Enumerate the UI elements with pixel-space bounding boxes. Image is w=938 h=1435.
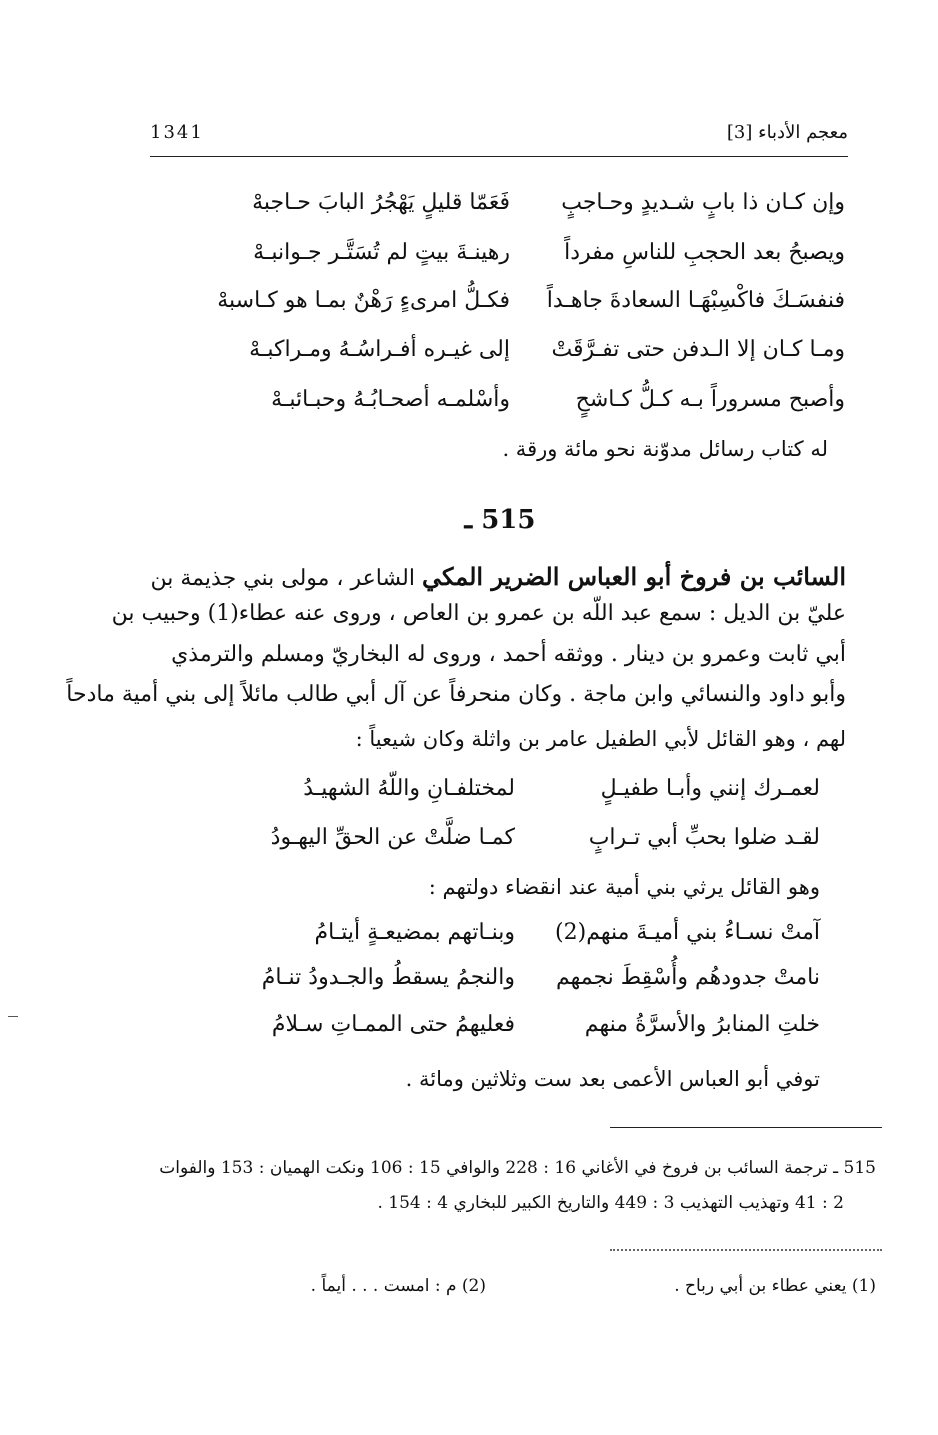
first-hemistich: ويصبحُ بعد الحجبِ للناسِ مفرداً xyxy=(564,240,845,265)
poem1-verse-4 xyxy=(180,337,845,377)
poem3-intro: وهو القائل يرثي بني أمية عند انقضاء دولتهم : xyxy=(428,875,820,899)
header-rule xyxy=(150,156,848,157)
poem1-note: له كتاب رسائل مدوّنة نحو مائة ورقة . xyxy=(502,437,828,461)
poem2-verse-1 xyxy=(215,776,820,816)
footnote-dotted-rule xyxy=(610,1249,882,1251)
footnote-2: (2) م : امست . . . أيماً . xyxy=(310,1276,486,1296)
poem1-verse-1 xyxy=(180,190,845,230)
second-hemistich: فعليهمُ حتى الممـاتِ سـلامُ xyxy=(271,1012,515,1037)
first-hemistich: آمتْ نسـاءُ بني أميـةَ منهم(2) xyxy=(555,920,820,945)
margin-mark xyxy=(8,1016,18,1017)
second-hemistich: إلى غيـره أفـراسُـهُ ومـراكبـهْ xyxy=(249,337,510,362)
second-hemistich: فكـلُّ امرىءٍ رَهْنٌ بمـا هو كـاسبهْ xyxy=(217,288,510,313)
footnote-1: (1) يعني عطاء بن أبي رباح . xyxy=(674,1276,876,1296)
bio-line-3: أبي ثابت وعمرو بن دينار . ووثقه أحمد ، وروى له البخاريّ ومسلم والترمذي xyxy=(171,642,846,667)
source-note-line-2: 2 : 41 وتهذيب التهذيب 3 : 449 والتاريخ الكبير للبخاري 4 : 154 . xyxy=(377,1193,844,1213)
poem3-verse-2 xyxy=(215,965,820,1005)
second-hemistich: كمـا ضلَّتْ عن الحقِّ اليهـودُ xyxy=(270,825,515,850)
death-note: توفي أبو العباس الأعمى بعد ست وثلاثين ومائة . xyxy=(405,1067,820,1091)
poem1-verse-3 xyxy=(180,288,845,328)
first-hemistich: فنفسَـكَ فاكْسِبْهَـا السعادةَ جاهـداً xyxy=(546,288,845,313)
first-hemistich: وأصبح مسروراً بـه كـلُّ كـاشحٍ xyxy=(575,387,845,412)
second-hemistich: وأسْلمـه أصحـابُـهُ وحبـائبـهْ xyxy=(271,387,510,412)
page-number: 1341 xyxy=(150,122,204,143)
first-hemistich: وإن كـان ذا بابٍ شـديدٍ وحـاجبٍ xyxy=(561,190,845,215)
first-hemistich: لقـد ضلوا بحبِّ أبي تـرابٍ xyxy=(588,825,820,850)
bio-line-2: عليّ بن الديل : سمع عبد اللّه بن عمرو بن العاص ، وروى عنه عطاء(1) وحبيب بن xyxy=(111,601,846,626)
running-head: معجم الأدباء [3] xyxy=(726,122,848,143)
subject-name: السائب بن فروخ أبو العباس الضرير المكي xyxy=(421,562,846,591)
first-hemistich: ومـا كـان إلا الـدفن حتى تفـرَّقَتْ xyxy=(551,337,845,362)
second-hemistich: والنجمُ يسقطُ والجـدودُ تنـامُ xyxy=(261,965,515,990)
poem3-verse-1 xyxy=(215,920,820,960)
bio-line-1-rest: الشاعر ، مولى بني جذيمة بن xyxy=(150,566,422,591)
first-hemistich: لعمـرك إنني وأبـا طفيـلٍ xyxy=(600,776,820,801)
poem1-verse-2 xyxy=(180,240,845,280)
second-hemistich: رهينـةَ بيتٍ لم تُسَتَّـر جـوانبـهْ xyxy=(253,240,510,265)
poem3-verse-3 xyxy=(215,1012,820,1052)
page-header xyxy=(150,122,848,150)
footnote-rule xyxy=(610,1127,882,1128)
source-note-line-1: 515 ـ ترجمة السائب بن فروخ في الأغاني 16 : 228 والوافي 15 : 106 ونكت الهميان : 153 والفوات xyxy=(159,1158,876,1178)
first-hemistich: نامتْ جدودهُم وأُسْقِطَ نجمهم xyxy=(555,965,820,990)
second-hemistich: فَعَمّا قليلٍ يَهْجُرُ البابَ حـاجبهْ xyxy=(252,190,510,215)
poem1-verse-5 xyxy=(180,387,845,427)
first-hemistich: خلتِ المنابرُ والأسرَّةُ منهم xyxy=(584,1012,820,1037)
bio-line-5: لهم ، وهو القائل لأبي الطفيل عامر بن واثلة وكان شيعياً : xyxy=(355,727,846,751)
bio-line-1 xyxy=(130,562,846,596)
entry-number: 515 ـ xyxy=(464,505,536,535)
second-hemistich: وبنـاتهم بمضيعـةٍ أيتـامُ xyxy=(314,920,515,945)
poem2-verse-2 xyxy=(215,825,820,865)
second-hemistich: لمختلفـانِ واللّهُ الشهيـدُ xyxy=(303,776,515,801)
bio-line-4: وأبو داود والنسائي وابن ماجة . وكان منحرفاً عن آل أبي طالب مائلاً إلى بني أمية مادحاً xyxy=(66,682,846,707)
